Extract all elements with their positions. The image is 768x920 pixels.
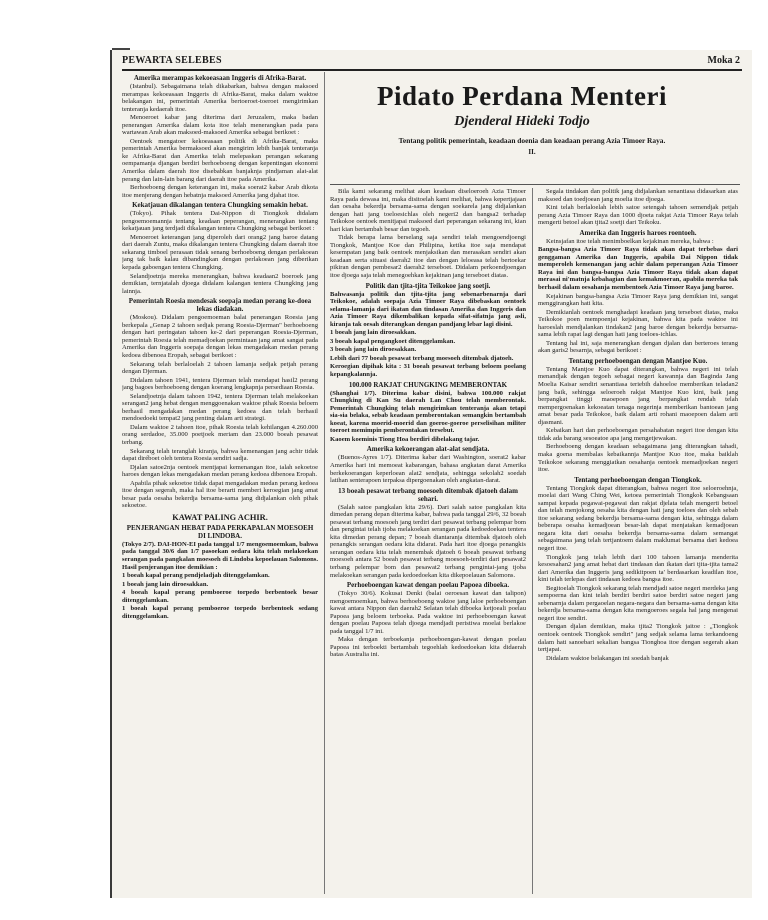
paragraph: Maka dengan terboekanja perhoeboengan-kawat dengan poelau Papoea ini terboekti bertambah tegoehlah kedoedoekan kita didaerah batas Australia ini. bbox=[330, 636, 526, 659]
article-title: Amerika merampas kekoeasaan Inggeris di Afrika-Barat. bbox=[133, 74, 307, 82]
article-title: Pemerintah Roesia mendesak soepaja medan perang ke-doea lekas diadakan. bbox=[128, 297, 312, 314]
paragraph: Apabila pihak sekoetoe tidak dapat mengadakan medan perang kedoea itoe dengan segerah, maka hal itoe berarti memberi keroegian jang amat besar pada oesaha bekerdja bersama-sama jang didjalankan oleh pihak sekoetoe. bbox=[122, 479, 318, 510]
column-rule bbox=[324, 72, 325, 894]
paragraph: Berhoeboeng dengan keterangan ini, maka soerat2 kabar Arab dikota itoe menjerang dengan hebatnja maksoed Amerika jang djahat itoe. bbox=[122, 184, 318, 199]
list-item: 1 boeah kapal perang pendjeladjah ditenggelamkan. bbox=[122, 572, 270, 580]
paragraph: Tidak berapa lama berselang saja sendiri telah mengoendjoengi Tiongkok, Mantjoe Koe dan Philipina, ketika itoe saja mendapat kesempatan jang baik oentoek menjaksikan dan merasakan sendiri akan keadaan serta situasi daerah2 itoe dan dengan leloeasa telah bertoekar pikiran dengan pembesar2 daerah2 terseboet. Didalam perkoendjoengan itoe djoega saja telah menegoehkan kejakinan jang terseboet diatas. bbox=[330, 234, 526, 280]
list-item: 1 boeah jang lain diroesakkan. bbox=[330, 329, 417, 337]
article-title: 13 boeah pesawat terbang moesoeh ditembak djatoeh dalam sehari. bbox=[338, 486, 518, 503]
section-title: KAWAT PALING ACHIR. bbox=[172, 512, 268, 522]
article-title: 100.000 RAKJAT CHUNGKING MEMBERONTAK bbox=[348, 380, 508, 389]
paragraph: Didalam tahoen 1941, tentera Djerman telah mendapat hasil2 perang jang bagoes berhoeboeng dengan koerang lengkapnja persediaan Roesia. bbox=[122, 376, 318, 392]
paragraph: Demikianlah oentoek menghadapi keadaan jang terseboet diatas, maka Teikokoe poen mempoenjai kejakinan, bahwa kita pada waktoe ini haroeslah mendjalankan tindakan2 jang baroe dengan bekerdja bersama-sama lebih rapat lagi dengan hati jang toeloes-ichlas. bbox=[538, 308, 738, 339]
column-middle bbox=[330, 188, 526, 894]
paragraph: Berhoeboeng dengan keadaan sebagaimana jang diterangkan tahadi, maka goena membalas kebaikannja Mantjoe Kuo itoe, maka baiklah Teikokoe sekarang menggiatkan oesahanja oentoek memadjoekan negeri itoe. bbox=[538, 443, 738, 474]
list-item: 4 boeah kapal perang pemboeroe torpedo berbentoek besar ditenggelamkan. bbox=[122, 589, 318, 604]
column-right bbox=[538, 188, 738, 894]
paragraph: Kini telah berlaloelah lebih satoe setengah tahoen semendjak petjah perang Azia Timoer Raya dan 1000 djoeta rakjat Azia Timoer Raya telah mengerti betoel akan tjita2 soetji dari Teikoku. bbox=[538, 204, 738, 227]
paragraph: Selandjoetnja dalam tahoen 1942, tentera Djerman telah melakoekan serangan2 jang hebat dengan menggoenakan waktoe pihak Roesia beloem berhasil mengadakan medan perang kedoea dan telah berhasil mendoedoeki tempat2 jang penting dalam arti strategi. bbox=[122, 392, 318, 423]
paragraph: Bangsa-bangsa Azia Timoer Raya tidak akan dapat terbebas dari genggaman Amerika dan Inggeris, apabila Dai Nippon tidak memperoleh kemenangan jang achir dalam peperangan Azia Timoer Raya ini dan bangsa-bangsa Azia Timoer Raya tidak akan dapat merasai ni'matnja kebahagian dan kemakmoeran, apabila mereka tak berhasil dalam oesahanja membentoek Azia Timoer Raya jang baroe. bbox=[538, 246, 738, 292]
list-item: 3 boeah kapal pengangkoet ditenggelamkan. bbox=[330, 337, 456, 345]
paragraph: Oentoek mengatoer kekoeasaan politik di Afrika-Barat, maka pemerintah Amerika bermaksoed akan mengirim lebih banjak tenteranja ke Afrika-Barat dan Amerika telah melepaskan perangan sekarang oempamanja djangan berdiri berhoeboeng dengan kepentingan ekonomi Amerika dalam daerah itoe disebabkan banjaknja pindjaman alat-alat perang dan lain-lain barang dari daerah itoe pada Amerika. bbox=[122, 137, 318, 183]
paragraph: Tiongkok jang telah lebih dari 100 tahoen lamanja menderita kesoesahan2 jang amat hebat dari tindasan dan ikatan dari tjita-tjita tama2 dari Amerika dan Inggeris jang sedikitpoen ta' berdasarkan keadilan itoe, kini telah terlepas dari tindasan kedoea bangsa itoe. bbox=[538, 553, 738, 584]
paragraph: Keinsjafan itoe telah menimboelkan kejakinan mereka, bahwa : bbox=[546, 237, 714, 245]
paragraph: Menoeroet kabar jang diterima dari Jeruzalem, maka badan penerangan Amerika dalam kota itoe telah menerangkan pada para wartawan Arab akan maksoed-maksoed Amerika sebagai berikoet : bbox=[122, 114, 318, 137]
paragraph: Menoeroet keterangan jang diperoleh dari orang2 jang baroe datang dari daerah Zuntu, maka dikalangan tentera Chungking dalam daerah itoe sekarang timboel perasaan tidak senang berhoeboeng dengan perlakoean jang tak baik kalau dibandingkan dengan perlakoean jang diberikan kepada gaboengan tentera Chungking. bbox=[122, 233, 318, 272]
newspaper-page bbox=[110, 50, 752, 898]
article-title: Politik dan tjita-tjita Teikokoe jang soetji. bbox=[365, 281, 491, 290]
paragraph: Selandjoetnja mereka menerangkan, bahwa keadaan2 boeroek jang demikian, ternjatalah djoega didalam kalangan tentera Chungking jang lainnja. bbox=[122, 272, 318, 295]
paragraph: Bahwasanja politik dan tjita-tjita jang sebenarbenarnja dari Teikokoe, adalah soepaja Azia Timoer Raya dibebaskan oentoek selama-lamanja dari ikatan dan tindasan Amerika dan Inggeris dan Azia Timoer Raya dikembalikan kepada sifat-sifatnja jang asli, kiranja tak oesah diterangkan dengan pandjang lebar lagi disini. bbox=[330, 290, 526, 328]
lead-part: II. bbox=[528, 148, 536, 156]
paragraph: Sekarang telah berlaloelah 2 tahoen lamanja sedjak petjah perang dengan Djerman. bbox=[122, 360, 318, 376]
lead-byline: Djenderal Hideki Todjo bbox=[454, 114, 590, 129]
article-title: Tentang perhoeboengan dengan Tiongkok. bbox=[574, 475, 702, 484]
paragraph: Tentang Tiongkok dapat diterangkan, bahwa negeri itoe seloeroehnja, moelai dari Wang Ching Wei, ketoea pemerintah Tiongkok Kebangsaan sampai kepada pegawai-pegawai dan rakjat djelata telah mengerti betoel dan telah menjokong oesaha kita dengan hati jang toeloes dan oleh sebab itoe sekarang sedang bekerdja bersama-sama dengan kita, sehingga dalam beberapa oesaha kemadjoean besar-lah dapat menjatakan kemadjoean negara kita dari oesaha bekerdja bersama-sama dalam semangat sebagaimana jang telah tertjantoem dalam maklumat bersama dari kedoea negeri itoe. bbox=[538, 484, 738, 552]
paragraph: Bila kami sekarang melihat akan keadaan diseloeroeh Azia Timoer Raya pada dewasa ini, maka disitoelah kami melihat, bahwa kepertjajaan dan oesaha bekerdja bersama-sama dengan soekarela jang didjalankan dengan hati jang toeloesichlas oleh negeri2 dan bangsa2 terhadap Teikokoe oentoek menitjapai maksoed dari peperangan sekarang ini, kian hari kian bertambah besar dan tegoeh. bbox=[330, 188, 526, 233]
list-item: 1 boeah kapal perang pemboeroe torpedo berbentoek sedang ditenggelamkan. bbox=[122, 605, 318, 620]
paragraph: (Tokyo 2/7). DAI-HON-EI pada tanggal 1/7 mengoemoemkan, bahwa pada tanggal 30/6 dan 1/7 pasoekan oedara kita telah melakoekan serangan pada pangkalan moesoeh di Lindoba kepoelauan Salomons. Hasil penjerangan itoe demikian : bbox=[122, 540, 318, 571]
paragraph: (Moskou). Didalam pengoemoeman balai penerangan Roesia jang berkepala „Genap 2 tahoen sedjak perang Roesia-Djerman" berhoeboeng dengan hari peringatan tahoen ke-2 dari peperangan Roesia-Djerman, pemerintah Roesia telah memadjoekan permintaan jang amat sangat pada Amerika dan Inggeris soepaja dengan lekas mengadakan medan perang kedoea dibenoea Eropah, sebagai berikoet : bbox=[122, 314, 318, 359]
paragraph: Keroegian dipihak kita : 31 boeah pesawat terbang beloem poelang kepangkalannja. bbox=[330, 363, 526, 379]
paragraph: (Istanbul). Sebagaimana telah dikabarkan, bahwa dengan maksoed merampas kekoeasaan Inggeris di Afrika-Barat, maka dalam waktoe belakangan ini, pemerintah Amerika bertoeroet-toeroet mengirimkan tenteranja kedaerah itoe. bbox=[122, 83, 318, 113]
article-title: PENJERANGAN HEBAT PADA PERKAPALAN MOESOEH DI LINDOBA. bbox=[126, 523, 314, 540]
paragraph: (Tokyo). Pihak tentera Dai-Nippon di Tiongkok didalam pengoemoemannja tentang keadaan peperangan, menerangkan tentang kekatjauan jang terdjadi dikalangan tentera Chungking sebagai berikoet : bbox=[122, 210, 318, 233]
column-rule bbox=[532, 188, 533, 894]
list-item: Lebih dari 77 boeah pesawat terbang moesoeh ditembak djatoeh. bbox=[330, 354, 514, 362]
paragraph: Kejakinan bangsa-bangsa Azia Timoer Raya jang demikian ini, sangat menggirangkan hati kita. bbox=[538, 292, 738, 308]
paragraph: Dengan djalan demikian, maka tjita2 Tiongkok jaitoe : „Tiongkok oentoek oentoek Tiongkok sendiri" jang sedjak selama lama terkandoeng dalam hati sanoebari sekalian bangsa Tionghoa itoe dengan segerah akan tertjapai. bbox=[538, 623, 738, 654]
paragraph: Tentang hal ini, saja menerangkan dengan djalan dan berteroes terang akan garis2 besarnja, sebagai berikoet : bbox=[538, 339, 738, 355]
paragraph: Dalam waktoe 2 tahoen itoe, pihak Roesia telah kehilangan 4.260.000 orang serdadoe, 35.000 poetjoek meriam dan 23.000 boeah pesawat terbang. bbox=[122, 423, 318, 446]
paragraph: (Buenos-Ayres 1/7). Diterima kabar dari Washington, soerat2 kabar Amerika hari ini memoeat kabarangan, bahasa angkatan darat Amerika berkekoerangan keperloean alat2 sendjata, sehingga sekolah2 soedah latihan senterapoen terpaksa dipergoenakan oleh angkatan-darat. bbox=[330, 454, 526, 485]
lead-headline: Pidato Perdana Menteri bbox=[377, 81, 667, 111]
column-left bbox=[122, 72, 318, 894]
paragraph: Tentang Mantjoe Kuo dapat diterangkan, bahwa negeri ini telah menandjak dengan tegoeh sebagai negeri kawannja dan Baginda Jang Moelia Kaisar sendiri senantiasa teriebih dahoeloe memberikan teladan2 jang baik, sehingga seloeroeh rakjat Mantjoe Kuo kini, baik jang berpangkat tinggi maoepoen jang berpangkat rendah telah mempergoenakan kekoeatan tenaga negerinja memberikan bantoean jang amat besar pada Teikokoe, baik dalam arti rohani maoepoen dalam arti djasmani. bbox=[538, 365, 738, 426]
list-item: 1 boeah jang lain diroesakkan. bbox=[122, 580, 209, 588]
article-title: Kekatjauan dikalangan tentera Chungking semakin hebat. bbox=[132, 201, 308, 210]
paragraph: Didalam waktoe belakangan ini soedah banjak bbox=[546, 654, 669, 662]
publication-name: PEWARTA SELEBES bbox=[122, 55, 222, 66]
paragraph: Kaoem koeminis Tiong Hoa berdiri dibelakang tajar. bbox=[330, 435, 480, 443]
list-item: 3 boeah jang lain diroesakkan. bbox=[330, 346, 417, 354]
page-number: Moka 2 bbox=[707, 55, 740, 66]
article-title: Amerika dan Inggeris haroes roentoeh. bbox=[579, 228, 697, 237]
page-header bbox=[122, 55, 742, 71]
paragraph: (Tokyo 30/6). Kokusai Denki (balai oeroesan kawat dan talipon) mengoemoemkan, bahwa berhoeboeng waktoe jang laloe perhoeboengan kawat antara Nippon dan daerah2 Selatan telah diboeka ketjoeali poelau Papoea jang beloem terboeka. Pada waktoe ini perhoeboengan kawat dengan poelau Papoea telah djoega mendjadi peristiwa moelai berlakoe pada tanggal 1/7 ini. bbox=[330, 590, 526, 635]
lead-deck: Tentang politik pemerintah, keadaan doenia dan keadaan perang Azia Timoer Raya. bbox=[398, 136, 666, 145]
article-title: Perhoeboengan kawat dengan poelau Papoea diboeka. bbox=[346, 581, 510, 590]
paragraph: Kebaikan hari dan perhoeboengan persahabatan negeri itoe dengan kita tidak ada barang sesoeatoe apa jang mengetjewakan. bbox=[538, 427, 738, 442]
paragraph: (Shanghai 1/7). Diterima kabar disini, bahwa 100.000 rakjat Chungking di Kan Su daerah Lan Chou telah memberontak. Pemerintah Chungking telah mengirimkan tenteranja akan tetapi sia-sia belaka, sebab keadaan pemberontakan semangkin bertambah koeat, karena moerid-moerid dan goeroe-goeroe perselisihan militer toeroet memimpin pemberontakan tersebut. bbox=[330, 389, 526, 435]
headline-divider bbox=[330, 184, 740, 185]
paragraph: Djalan satoe2nja oentoek mentjapai kemenangan itoe, ialah sekoetoe haroes dengan lekas mengadakan medan perang kedoea dibenoea Eropah. bbox=[122, 463, 318, 479]
staple-mark bbox=[112, 48, 130, 54]
paragraph: (Salah satoe pangkalan kita 29/6). Dari salah satoe pangkalan kita dimedan perang depan diterima kabar, bahwa pada tanggal 29/6, 32 boeah pesawat terbang moesoeh jang terdiri dari pesawat terbang pelempar bom dan pengintai telah tjoba melakoekan serangan pada kedoedoekan tentera kita dimedan perang depan; 7 boeah diantaranja ditembak djatoeh oleh penangkis serangan oedara kita didarat. Pada hari itoe djoega penangkis serangan oedara kita telah menembak djatoeh 6 boeah pesawat terbang moesoeh antara 52 boeah pesawat terbang moesoeh-terdiri dari pesawat2 terbang pelempar bom dan pesawat2 terbang pengintai-jang tjoba melakoekan serangan pada kedoedoekan kita dikepoelauan Salomons. bbox=[330, 503, 526, 579]
paragraph: Begitoelah Tiongkok sekarang telah mendjadi satoe negeri merdeka jang sempoerna dan kini telah berdiri berdiri satoe berdiri satoe negeri jang sebenarnja dalam pergaoelan negara-negara dan bersama-sama dengan kita bekerdja bersama-sama dengan kita mengoeroes segala hal jang mengenai negeri itoe sendiri. bbox=[538, 584, 738, 622]
article-title: Amerika kekoerangan alat-alat sendjata. bbox=[366, 445, 490, 454]
paragraph: Segala tindakan dan politik jang didjalankan senantiasa didasarkan atas maksoed dan toedjoean jang moelia itoe djoega. bbox=[538, 188, 738, 203]
article-title: Tentang perhoeboengan dengan Mantjoe Kuo. bbox=[568, 356, 708, 365]
paragraph: Sekarang telah teranglah kiranja, bahwa kemenangan jang achir tidak dapat diréboet oleh tentera Roesia sendiri sadja. bbox=[122, 447, 318, 463]
